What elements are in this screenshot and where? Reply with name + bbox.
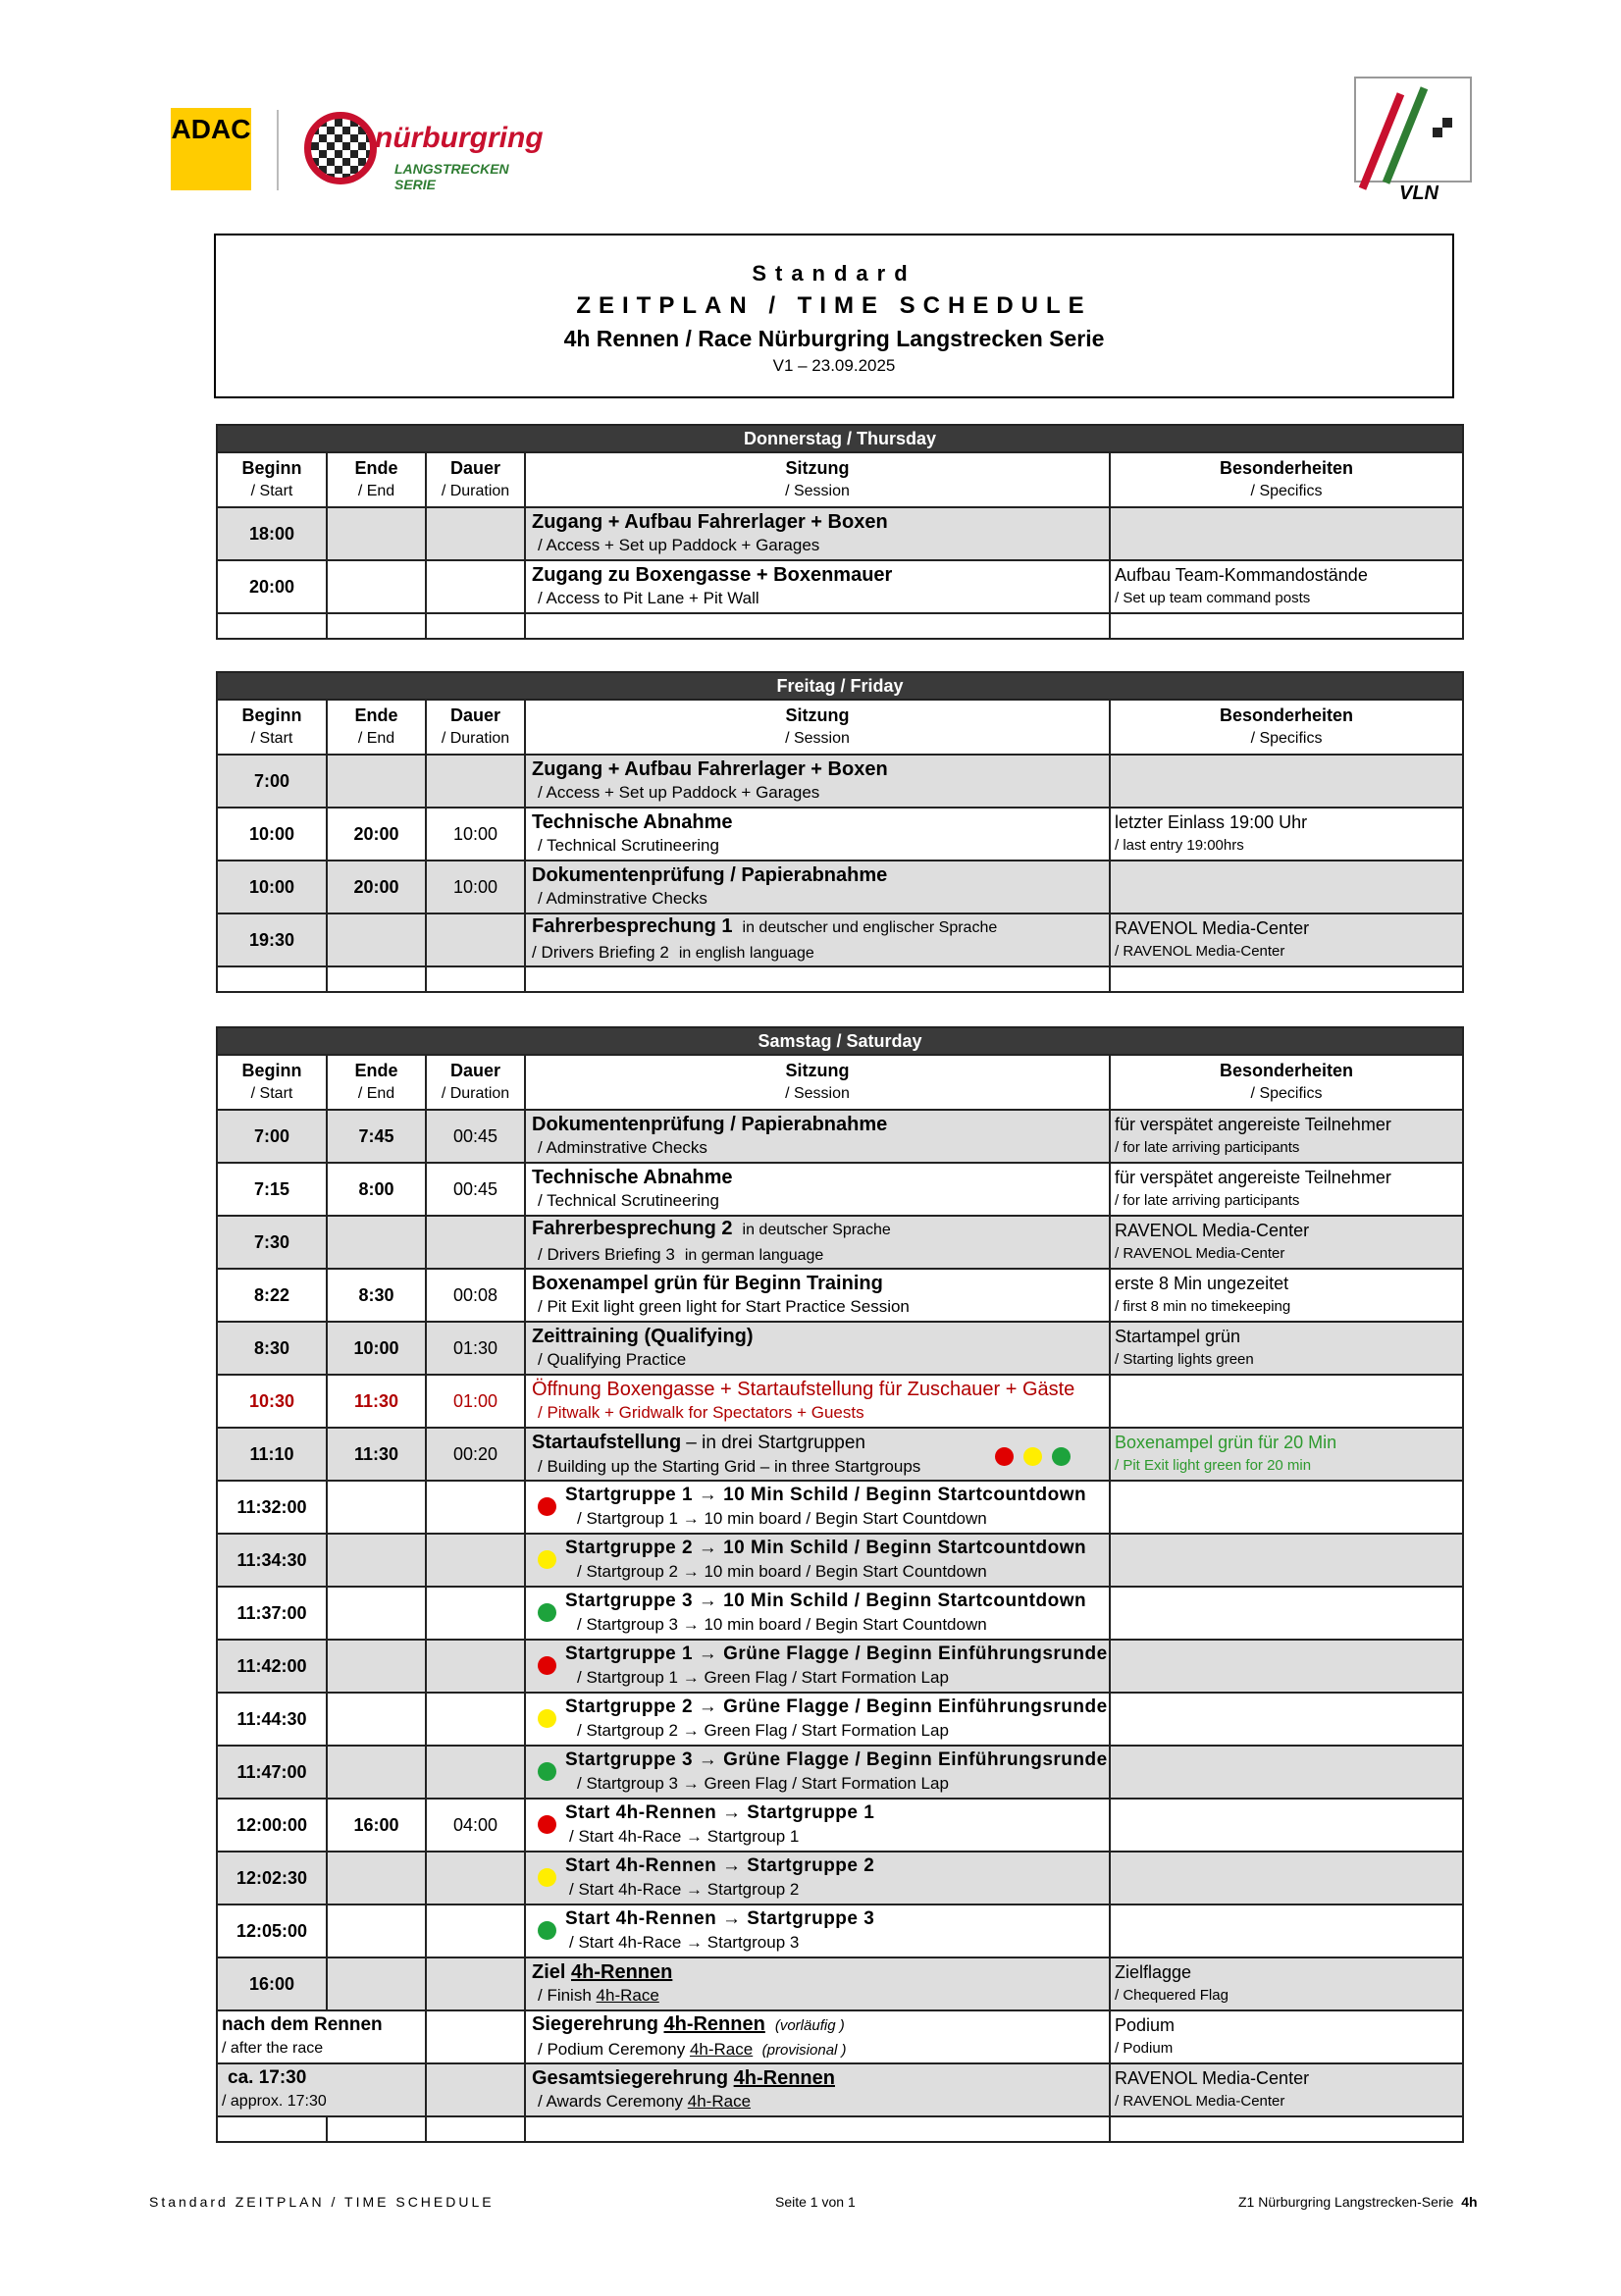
table-row: 8:22 8:30 00:08 Boxenampel grün für Beginn Training / Pit Exit light green light for Start Practice Session erste 8 Min ungezeitet / first 8 min no timekeeping	[217, 1269, 1463, 1322]
day-header-thursday: Donnerstag / Thursday	[217, 425, 1463, 452]
checkered-ring-icon	[304, 112, 377, 184]
table-row-awards: ca. 17:30 / approx. 17:30 Gesamtsiegerehrung 4h-Rennen / Awards Ceremony 4h-Race RAVENOL Media-Center / RAVENOL Media-Center	[217, 2063, 1463, 2116]
footer-right: Z1 Nürburgring Langstrecken-Serie 4h	[1238, 2194, 1478, 2210]
table-row-startgroup: 11:32:00 Startgruppe 1 → 10 Min Schild / Beginn Startcountdown / Startgroup 1 → 10 min board / Begin Start Countdown	[217, 1481, 1463, 1534]
vln-logo	[1344, 75, 1482, 212]
green-dot-icon	[538, 1603, 556, 1622]
table-row-race-start: 12:02:30 Start 4h-Rennen → Startgruppe 2 / Start 4h-Race → Startgroup 2	[217, 1852, 1463, 1905]
table-row-grid: 11:10 11:30 00:20 Startaufstellung – in drei Startgruppen / Building up the Starting Grid – in three Startgroups Boxenampel grün für 20 Min / Pit Exit light green for 20 min	[217, 1428, 1463, 1481]
green-dot-icon	[1052, 1447, 1071, 1466]
table-row: 10:00 20:00 10:00 Technische Abnahme / Technical Scrutineering letzter Einlass 19:00 Uhr / last entry 19:00hrs	[217, 808, 1463, 861]
adac-logo: ADAC	[171, 108, 251, 190]
vln-logo-text: VLN	[1399, 183, 1438, 204]
title-race: 4h Rennen / Race Nürburgring Langstrecken Serie	[563, 326, 1105, 351]
green-dot-icon	[538, 1921, 556, 1940]
table-row-race-start: 12:00:00 16:00 04:00 Start 4h-Rennen → Startgruppe 1 / Start 4h-Race → Startgroup 1	[217, 1799, 1463, 1852]
table-row: 7:00 Zugang + Aufbau Fahrerlager + Boxen / Access + Set up Paddock + Garages	[217, 755, 1463, 808]
table-row-startgroup: 11:37:00 Startgruppe 3 → 10 Min Schild / Beginn Startcountdown / Startgroup 3 → 10 min board / Begin Start Countdown	[217, 1587, 1463, 1640]
table-row: 19:30 Fahrerbesprechung 1 in deutscher und englischer Sprache / Drivers Briefing 2 in english language RAVENOL Media-Center / RAVENOL Media-Center	[217, 913, 1463, 966]
title-version: V1 – 23.09.2025	[772, 356, 896, 375]
yellow-dot-icon	[1023, 1447, 1042, 1466]
red-dot-icon	[538, 1815, 556, 1834]
table-row: 7:15 8:00 00:45 Technische Abnahme / Technical Scrutineering für verspätet angereiste Teilnehmer / for late arriving participants	[217, 1163, 1463, 1216]
day-header-friday: Freitag / Friday	[217, 672, 1463, 700]
logo-divider	[277, 110, 279, 190]
table-row-startgroup: 11:44:30 Startgruppe 2 → Grüne Flagge / Beginn Einführungsrunde / Startgroup 2 → Green Flag / Start Formation Lap	[217, 1693, 1463, 1746]
table-row-pitwalk: 10:30 11:30 01:00 Öffnung Boxengasse + Startaufstellung für Zuschauer + Gäste / Pitwalk + Gridwalk for Spectators + Guests	[217, 1375, 1463, 1428]
yellow-dot-icon	[538, 1550, 556, 1569]
saturday-table	[216, 1026, 1464, 2143]
nurburgring-logo-subtext: LANGSTRECKEN SERIE	[394, 161, 509, 192]
red-dot-icon	[538, 1497, 556, 1516]
yellow-dot-icon	[538, 1868, 556, 1887]
day-header-saturday: Samstag / Saturday	[217, 1027, 1463, 1055]
nurburgring-logo-text: nürburgring	[375, 122, 544, 154]
title-standard: Standard	[752, 261, 916, 286]
red-dot-icon	[995, 1447, 1014, 1466]
yellow-dot-icon	[538, 1709, 556, 1728]
column-header-row: Beginn / Start Ende / End Dauer / Duration Sitzung / Session Besonderheiten / Specifics	[217, 452, 1463, 507]
table-row: 10:00 20:00 10:00 Dokumentenprüfung / Papierabnahme / Adminstrative Checks	[217, 861, 1463, 913]
table-row: 18:00 Zugang + Aufbau Fahrerlager + Boxen / Access + Set up Paddock + Garages	[217, 507, 1463, 560]
table-row: 20:00 Zugang zu Boxengasse + Boxenmauer / Access to Pit Lane + Pit Wall Aufbau Team-Kommandostände / Set up team command posts	[217, 560, 1463, 613]
empty-row	[217, 2116, 1463, 2142]
table-row-startgroup: 11:34:30 Startgruppe 2 → 10 Min Schild / Beginn Startcountdown / Startgroup 2 → 10 min board / Begin Start Countdown	[217, 1534, 1463, 1587]
empty-row	[217, 966, 1463, 992]
column-header-row: Beginn / Start Ende / End Dauer / Duration Sitzung / Session Besonderheiten / Specifics	[217, 700, 1463, 755]
nurburgring-logo	[300, 106, 551, 194]
empty-row	[217, 613, 1463, 639]
table-row-race-start: 12:05:00 Start 4h-Rennen → Startgruppe 3 / Start 4h-Race → Startgroup 3	[217, 1905, 1463, 1957]
footer-left: Standard ZEITPLAN / TIME SCHEDULE	[149, 2194, 495, 2210]
thursday-table	[216, 424, 1464, 640]
red-dot-icon	[538, 1656, 556, 1675]
title-box	[214, 234, 1454, 398]
table-row: 8:30 10:00 01:30 Zeittraining (Qualifying) / Qualifying Practice Startampel grün / Starting lights green	[217, 1322, 1463, 1375]
footer-page: Seite 1 von 1	[775, 2194, 856, 2210]
table-row-startgroup: 11:42:00 Startgruppe 1 → Grüne Flagge / Beginn Einführungsrunde / Startgroup 1 → Green Flag / Start Formation Lap	[217, 1640, 1463, 1693]
friday-table	[216, 671, 1464, 993]
table-row-ceremony: nach dem Rennen / after the race Siegerehrung 4h-Rennen (vorläufig ) / Podium Ceremony 4h-Race (provisional ) Podium / Podium	[217, 2010, 1463, 2063]
table-row: 7:30 Fahrerbesprechung 2 in deutscher Sprache / Drivers Briefing 3 in german language RAVENOL Media-Center / RAVENOL Media-Center	[217, 1216, 1463, 1269]
green-dot-icon	[538, 1762, 556, 1781]
table-row-startgroup: 11:47:00 Startgruppe 3 → Grüne Flagge / Beginn Einführungsrunde / Startgroup 3 → Green Flag / Start Formation Lap	[217, 1746, 1463, 1799]
table-row-finish: 16:00 Ziel 4h-Rennen / Finish 4h-Race Zielflagge / Chequered Flag	[217, 1957, 1463, 2010]
table-row: 7:00 7:45 00:45 Dokumentenprüfung / Papierabnahme / Adminstrative Checks für verspätet angereiste Teilnehmer / for late arriving participants	[217, 1110, 1463, 1163]
title-schedule: ZEITPLAN / TIME SCHEDULE	[576, 292, 1092, 319]
column-header-row: Beginn / Start Ende / End Dauer / Duration Sitzung / Session Besonderheiten / Specifics	[217, 1055, 1463, 1110]
